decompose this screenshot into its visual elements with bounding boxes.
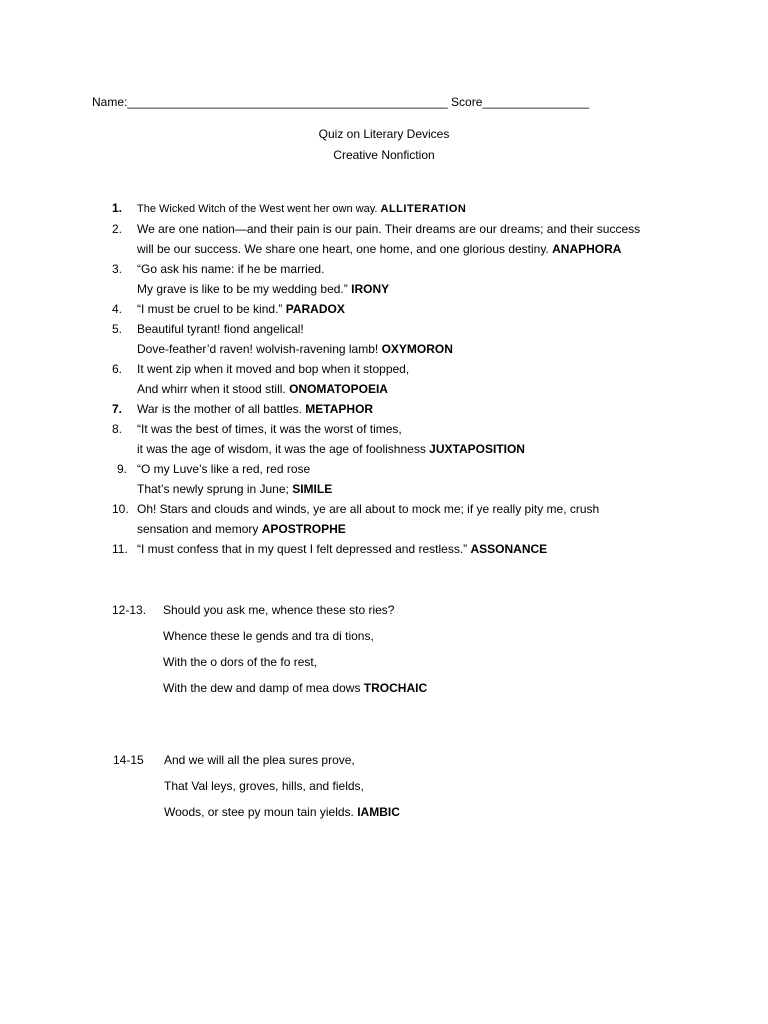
question-text-line: And whirr when it stood still. (137, 382, 290, 396)
question-item-7 (112, 399, 692, 419)
question-text-line: The Wicked Witch of the West went her own way. (137, 203, 381, 215)
question-text-line: That’s newly sprung in June; (137, 482, 293, 496)
answer-label: METAPHOR (305, 402, 374, 416)
answer-label: IAMBIC (357, 805, 400, 819)
quiz-title: Quiz on Literary Devices (318, 127, 450, 141)
question-list (112, 198, 692, 559)
quiz-subtitle: Creative Nonfiction (333, 148, 435, 162)
question-text-line: “I must be cruel to be kind.” (137, 302, 286, 316)
question-text-line: My grave is like to be my wedding bed.” (137, 282, 352, 296)
question-text-line: Beautiful tyrant! fiond angelical! (137, 322, 304, 336)
question-text-line: War is the mother of all battles. (137, 402, 306, 416)
answer-label: OXYMORON (381, 342, 453, 356)
poem-line: Whence these le gends and tra di tions, (163, 629, 374, 643)
question-item-8 (112, 419, 692, 459)
name-label: Name: (92, 95, 128, 109)
question-text-line: will be our success. We share one heart, one home, and one glorious destiny. (137, 242, 553, 256)
question-item-2 (112, 219, 692, 259)
question-number: 3. (112, 262, 123, 276)
score-blank: ________________ (482, 95, 590, 109)
poem-line (163, 678, 427, 698)
answer-label: APOSTROPHE (261, 522, 346, 536)
poem-line: That Val leys, groves, hills, and fields, (164, 779, 364, 793)
answer-label: SIMILE (292, 482, 333, 496)
header-line (92, 92, 589, 112)
name-blank: ________________________________________________ (127, 95, 448, 109)
poem-number: 12-13. (112, 603, 147, 617)
question-number: 6. (112, 362, 123, 376)
answer-label: ANAPHORA (552, 242, 622, 256)
question-number: 5. (112, 322, 123, 336)
question-number: 7. (112, 402, 123, 416)
question-number: 11. (112, 542, 128, 556)
question-item-3 (112, 259, 692, 299)
answer-label: TROCHAIC (363, 681, 428, 695)
question-item-11 (112, 539, 692, 559)
poem-line-text: Woods, or stee py moun tain yields. (164, 805, 358, 819)
question-text-line: “It was the best of times, it was the worst of times, (137, 422, 402, 436)
answer-label: PARADOX (285, 302, 345, 316)
question-text-line: it was the age of wisdom, it was the age of foolishness (137, 442, 430, 456)
answer-label: IRONY (351, 282, 390, 296)
answer-label: ALLITERATION (380, 203, 467, 215)
question-text-line: “O my Luve’s like a red, red rose (137, 462, 311, 476)
answer-label: ASSONANCE (470, 542, 548, 556)
question-text-line: “I must confess that in my quest I felt depressed and restless.” (137, 542, 471, 556)
question-text-line: We are one nation—and their pain is our pain. Their dreams are our dreams; and their success (137, 222, 641, 236)
question-number: 2. (112, 222, 123, 236)
question-item-6 (112, 359, 692, 399)
question-number: 10. (112, 502, 129, 516)
poem-line: With the o dors of the fo rest, (163, 655, 318, 669)
poem-line (164, 802, 400, 822)
question-item-9 (112, 459, 692, 499)
question-text-line: Oh! Stars and clouds and winds, ye are all about to mock me; if ye really pity me, crush (137, 502, 600, 516)
poem-line: Should you ask me, whence these sto ries? (163, 603, 395, 617)
question-item-4 (112, 299, 692, 319)
question-item-5 (112, 319, 692, 359)
question-number: 8. (112, 422, 123, 436)
question-number: 4. (112, 302, 123, 316)
question-text-line: “Go ask his name: if he be married. (137, 262, 325, 276)
poem-line-text: With the dew and damp of mea dows (163, 681, 364, 695)
poem-line: And we will all the plea sures prove, (164, 753, 355, 767)
question-text-line: It went zip when it moved and bop when it stopped, (137, 362, 410, 376)
score-label: Score (451, 95, 483, 109)
answer-label: JUXTAPOSITION (429, 442, 525, 456)
question-number: 1. (112, 201, 123, 215)
question-text-line: sensation and memory (137, 522, 262, 536)
question-text-line: Dove-feather’d raven! wolvish-ravening lamb! (137, 342, 382, 356)
poem-number: 14-15 (113, 753, 144, 767)
question-item-1 (112, 198, 692, 219)
answer-label: ONOMATOPOEIA (289, 382, 388, 396)
question-item-10 (112, 499, 692, 539)
question-number: 9. (117, 462, 128, 476)
